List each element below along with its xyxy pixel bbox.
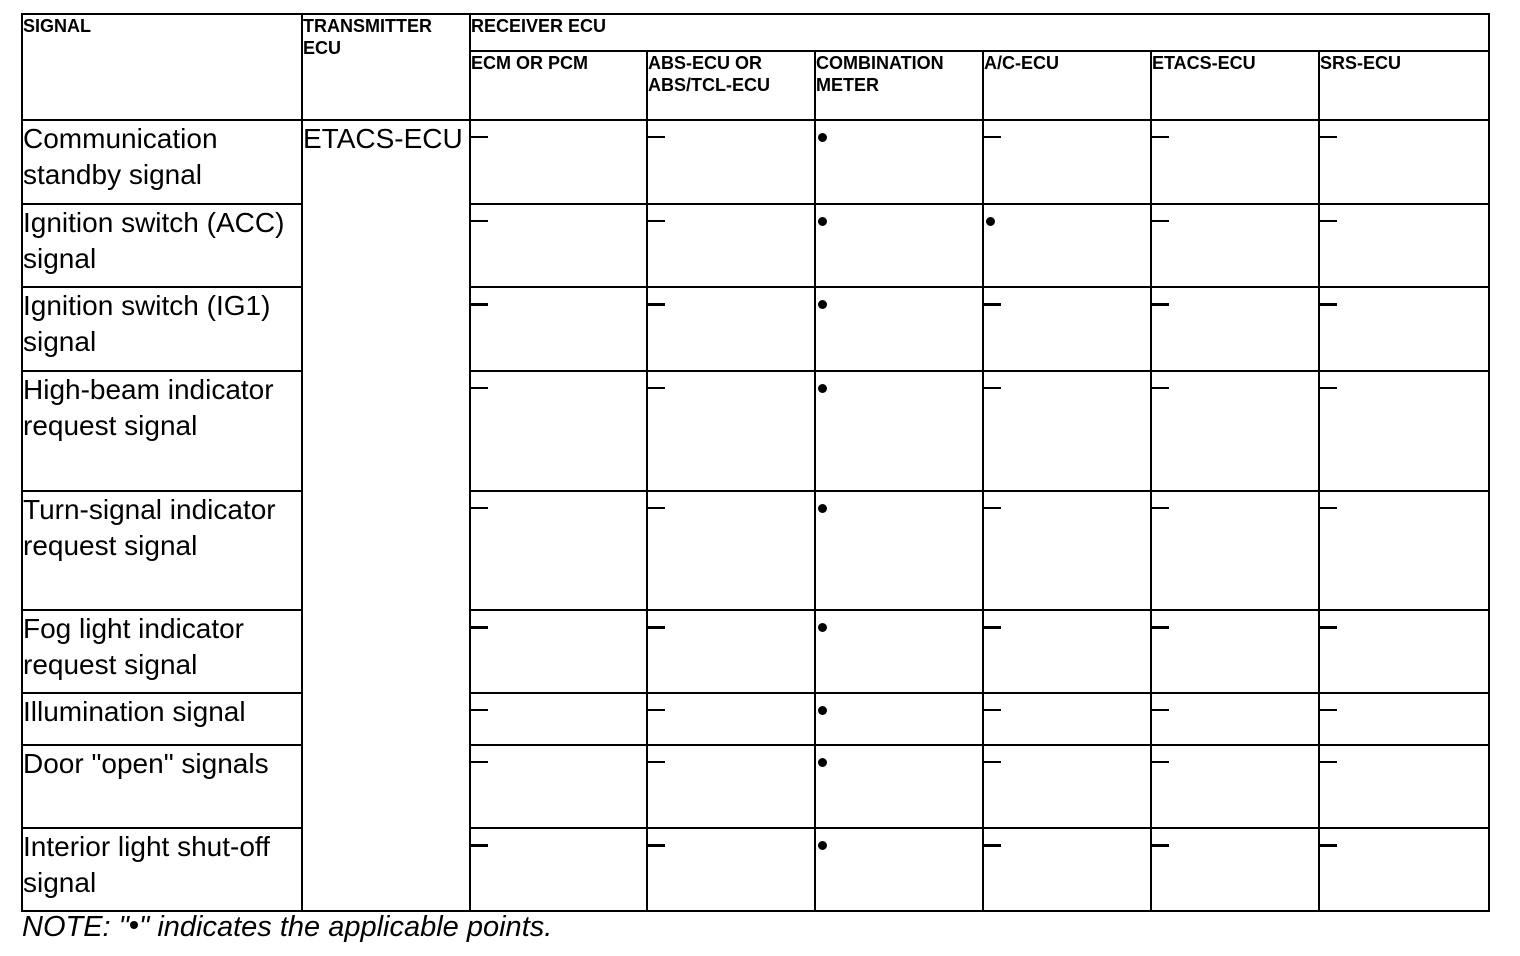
header-receiver-abs-ecu: ABS-ECU OR ABS/TCL-ECU — [647, 51, 815, 120]
signal-name-cell: Ignition switch (IG1) signal — [22, 287, 302, 371]
bullet-symbol — [130, 921, 138, 929]
not-applicable-dash-icon — [984, 507, 1001, 509]
mark-cell-abs-ecu — [647, 120, 815, 204]
note-prefix: NOTE: " — [22, 911, 129, 943]
mark-cell-abs-ecu — [647, 745, 815, 828]
mark-cell-combination-meter — [815, 120, 983, 204]
mark-cell-combination-meter — [815, 610, 983, 693]
applicable-dot-icon — [818, 841, 827, 850]
mark-cell-srs-ecu — [1319, 371, 1489, 491]
mark-cell-etacs-ecu — [1151, 204, 1319, 287]
mark-cell-ecm-or-pcm — [470, 204, 647, 287]
mark-cell-ac-ecu — [983, 610, 1151, 693]
mark-cell-ac-ecu — [983, 693, 1151, 745]
mark-cell-etacs-ecu — [1151, 745, 1319, 828]
mark-cell-etacs-ecu — [1151, 120, 1319, 204]
not-applicable-dash-icon — [471, 761, 488, 763]
signal-name-cell: High-beam indicator request signal — [22, 371, 302, 491]
mark-cell-etacs-ecu — [1151, 491, 1319, 610]
not-applicable-dash-icon — [648, 387, 665, 389]
not-applicable-dash-icon — [984, 761, 1001, 763]
not-applicable-dash-icon — [1152, 761, 1169, 763]
not-applicable-dash-icon — [648, 303, 665, 306]
not-applicable-dash-icon — [984, 303, 1001, 306]
signal-table — [21, 13, 1490, 912]
mark-cell-srs-ecu — [1319, 745, 1489, 828]
note-suffix: " indicates the applicable points. — [138, 911, 553, 943]
applicable-dot-icon — [818, 300, 827, 309]
mark-cell-ecm-or-pcm — [470, 610, 647, 693]
not-applicable-dash-icon — [1320, 626, 1337, 629]
mark-cell-ecm-or-pcm — [470, 371, 647, 491]
applicable-dot-icon — [818, 384, 827, 393]
mark-cell-ecm-or-pcm — [470, 491, 647, 610]
table-row — [22, 371, 1489, 491]
not-applicable-dash-icon — [1320, 507, 1337, 509]
mark-cell-combination-meter — [815, 371, 983, 491]
mark-cell-ecm-or-pcm — [470, 120, 647, 204]
signal-name-cell: Interior light shut-off signal — [22, 828, 302, 911]
applicable-dot-icon — [818, 133, 827, 142]
mark-cell-srs-ecu — [1319, 287, 1489, 371]
not-applicable-dash-icon — [984, 387, 1001, 389]
mark-cell-srs-ecu — [1319, 828, 1489, 911]
header-signal: SIGNAL — [22, 14, 302, 120]
not-applicable-dash-icon — [648, 507, 665, 509]
mark-cell-combination-meter — [815, 204, 983, 287]
header-receiver-ac-ecu: A/C-ECU — [983, 51, 1151, 120]
not-applicable-dash-icon — [1320, 303, 1337, 306]
not-applicable-dash-icon — [648, 136, 665, 138]
not-applicable-dash-icon — [1320, 844, 1337, 847]
mark-cell-ac-ecu — [983, 287, 1151, 371]
table-row — [22, 491, 1489, 610]
applicable-dot-icon — [818, 706, 827, 715]
mark-cell-srs-ecu — [1319, 120, 1489, 204]
mark-cell-etacs-ecu — [1151, 693, 1319, 745]
table-row — [22, 745, 1489, 828]
not-applicable-dash-icon — [1320, 136, 1337, 138]
mark-cell-combination-meter — [815, 491, 983, 610]
not-applicable-dash-icon — [1320, 761, 1337, 763]
mark-cell-combination-meter — [815, 693, 983, 745]
not-applicable-dash-icon — [648, 761, 665, 763]
header-receiver-ecm-or-pcm: ECM OR PCM — [470, 51, 647, 120]
mark-cell-combination-meter — [815, 745, 983, 828]
mark-cell-ac-ecu — [983, 491, 1151, 610]
header-receiver-etacs-ecu: ETACS-ECU — [1151, 51, 1319, 120]
transmitter-ecu-cell: ETACS-ECU — [302, 120, 470, 911]
header-transmitter-ecu: TRANSMITTER ECU — [302, 14, 470, 120]
mark-cell-etacs-ecu — [1151, 828, 1319, 911]
table-row — [22, 828, 1489, 911]
mark-cell-ecm-or-pcm — [470, 693, 647, 745]
signal-name-cell: Illumination signal — [22, 693, 302, 745]
header-receiver-srs-ecu: SRS-ECU — [1319, 51, 1489, 120]
not-applicable-dash-icon — [648, 220, 665, 222]
not-applicable-dash-icon — [471, 303, 488, 306]
mark-cell-ac-ecu — [983, 204, 1151, 287]
table-row — [22, 204, 1489, 287]
mark-cell-abs-ecu — [647, 491, 815, 610]
table-row — [22, 693, 1489, 745]
mark-cell-combination-meter — [815, 287, 983, 371]
not-applicable-dash-icon — [471, 220, 488, 222]
mark-cell-srs-ecu — [1319, 610, 1489, 693]
mark-cell-abs-ecu — [647, 610, 815, 693]
not-applicable-dash-icon — [471, 507, 488, 509]
not-applicable-dash-icon — [648, 626, 665, 629]
not-applicable-dash-icon — [471, 387, 488, 389]
table-row — [22, 610, 1489, 693]
mark-cell-ecm-or-pcm — [470, 745, 647, 828]
not-applicable-dash-icon — [1152, 387, 1169, 389]
applicable-dot-icon — [818, 758, 827, 767]
mark-cell-srs-ecu — [1319, 693, 1489, 745]
not-applicable-dash-icon — [1320, 387, 1337, 389]
mark-cell-etacs-ecu — [1151, 287, 1319, 371]
mark-cell-ecm-or-pcm — [470, 828, 647, 911]
not-applicable-dash-icon — [984, 844, 1001, 847]
not-applicable-dash-icon — [471, 709, 488, 711]
not-applicable-dash-icon — [471, 844, 488, 847]
header-receiver-ecu: RECEIVER ECU — [470, 14, 1489, 51]
not-applicable-dash-icon — [1152, 303, 1169, 306]
signal-name-cell: Turn-signal indicator request signal — [22, 491, 302, 610]
mark-cell-abs-ecu — [647, 204, 815, 287]
mark-cell-ac-ecu — [983, 828, 1151, 911]
applicable-dot-icon — [818, 504, 827, 513]
mark-cell-abs-ecu — [647, 828, 815, 911]
applicable-dot-icon — [818, 623, 827, 632]
not-applicable-dash-icon — [1320, 709, 1337, 711]
signal-name-cell: Ignition switch (ACC) signal — [22, 204, 302, 287]
mark-cell-srs-ecu — [1319, 491, 1489, 610]
mark-cell-combination-meter — [815, 828, 983, 911]
not-applicable-dash-icon — [984, 709, 1001, 711]
not-applicable-dash-icon — [648, 844, 665, 847]
applicable-dot-icon — [818, 217, 827, 226]
mark-cell-ac-ecu — [983, 745, 1151, 828]
applicable-dot-icon — [986, 217, 995, 226]
not-applicable-dash-icon — [1152, 220, 1169, 222]
signal-name-cell: Communication standby signal — [22, 120, 302, 204]
mark-cell-etacs-ecu — [1151, 610, 1319, 693]
mark-cell-ac-ecu — [983, 371, 1151, 491]
mark-cell-srs-ecu — [1319, 204, 1489, 287]
mark-cell-abs-ecu — [647, 287, 815, 371]
signal-name-cell: Fog light indicator request signal — [22, 610, 302, 693]
not-applicable-dash-icon — [1152, 507, 1169, 509]
footnote — [22, 908, 552, 946]
mark-cell-abs-ecu — [647, 371, 815, 491]
not-applicable-dash-icon — [984, 626, 1001, 629]
header-receiver-combination-meter: COMBINATION METER — [815, 51, 983, 120]
mark-cell-abs-ecu — [647, 693, 815, 745]
not-applicable-dash-icon — [1152, 844, 1169, 847]
not-applicable-dash-icon — [471, 626, 488, 629]
table-row — [22, 120, 1489, 204]
signal-name-cell: Door "open" signals — [22, 745, 302, 828]
not-applicable-dash-icon — [471, 136, 488, 138]
table-row — [22, 287, 1489, 371]
not-applicable-dash-icon — [1152, 136, 1169, 138]
mark-cell-ac-ecu — [983, 120, 1151, 204]
not-applicable-dash-icon — [1320, 220, 1337, 222]
not-applicable-dash-icon — [648, 709, 665, 711]
not-applicable-dash-icon — [1152, 626, 1169, 629]
not-applicable-dash-icon — [1152, 709, 1169, 711]
mark-cell-ecm-or-pcm — [470, 287, 647, 371]
not-applicable-dash-icon — [984, 136, 1001, 138]
mark-cell-etacs-ecu — [1151, 371, 1319, 491]
